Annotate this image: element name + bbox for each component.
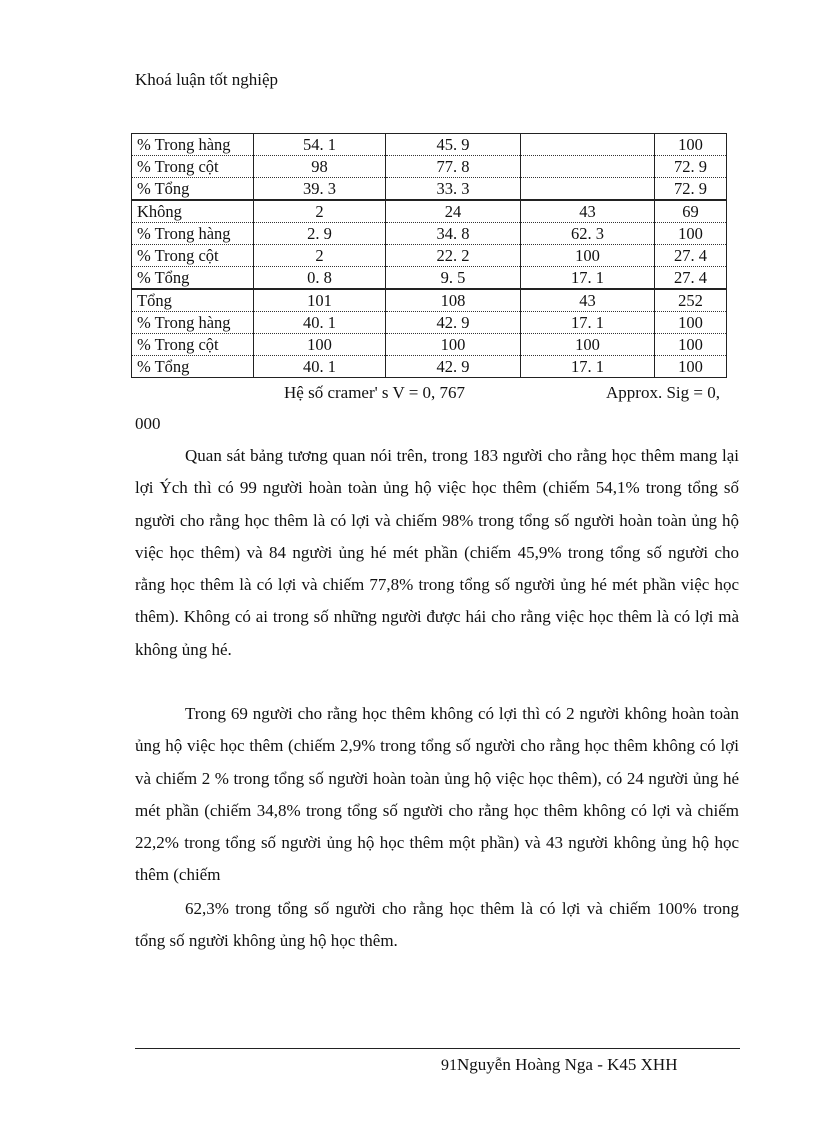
value-cell-c2: 42. 9 bbox=[386, 356, 521, 378]
value-cell-c4: 100 bbox=[655, 356, 727, 378]
value-cell-c3: 17. 1 bbox=[521, 312, 655, 334]
row-label-cell: % Trong hàng bbox=[132, 134, 254, 156]
value-cell-c1: 54. 1 bbox=[254, 134, 386, 156]
table-row bbox=[132, 312, 727, 334]
paragraph-1: Quan sát bảng tương quan nói trên, trong 183 người cho rằng học thêm mang lại lợi Ých thì có 99 người hoàn toàn ủng hộ việc học thêm (chiếm 54,1% trong tổng số người cho rằng học thêm là có lợi và chiếm 98% trong tổng số người hoàn toàn ủng hộ việc học thêm) và 84 người ủng hé mét phần (chiếm 45,9% trong tổng số người cho rằng học thêm là có lợi và chiếm 77,8% trong tổng số người ủng hé mét phần việc học thêm). Không có ai trong số những người được hái cho rằng việc học thêm là có lợi mà không ủng hé. bbox=[135, 446, 739, 659]
value-cell-c1: 2. 9 bbox=[254, 223, 386, 245]
approx-sig-stat: Approx. Sig = 0, bbox=[606, 383, 720, 402]
value-cell-c1: 40. 1 bbox=[254, 312, 386, 334]
value-cell-c3: 100 bbox=[521, 245, 655, 267]
value-cell-c3 bbox=[521, 178, 655, 201]
value-cell-c1: 2 bbox=[254, 200, 386, 223]
value-cell-c1: 2 bbox=[254, 245, 386, 267]
value-cell-c4: 27. 4 bbox=[655, 245, 727, 267]
value-cell-c1: 101 bbox=[254, 289, 386, 312]
value-cell-c2: 34. 8 bbox=[386, 223, 521, 245]
page-footer bbox=[441, 1055, 678, 1075]
value-cell-c4: 100 bbox=[655, 334, 727, 356]
value-cell-c2: 22. 2 bbox=[386, 245, 521, 267]
paragraph-3: 62,3% trong tổng số người cho rằng học thêm là có lợi và chiếm 100% trong tổng số người không ủng hộ học thêm. bbox=[135, 899, 739, 951]
value-cell-c2: 33. 3 bbox=[386, 178, 521, 201]
table-row bbox=[132, 156, 727, 178]
row-label-cell: % Tổng bbox=[132, 267, 254, 290]
value-cell-c3: 62. 3 bbox=[521, 223, 655, 245]
page-header-title: Khoá luận tốt nghiệp bbox=[135, 70, 279, 89]
value-cell-c4: 69 bbox=[655, 200, 727, 223]
table-row bbox=[132, 356, 727, 378]
footer-divider bbox=[135, 1048, 740, 1049]
value-cell-c4: 252 bbox=[655, 289, 727, 312]
value-cell-c4: 72. 9 bbox=[655, 156, 727, 178]
value-cell-c3: 17. 1 bbox=[521, 356, 655, 378]
value-cell-c1: 100 bbox=[254, 334, 386, 356]
value-cell-c2: 45. 9 bbox=[386, 134, 521, 156]
table-row bbox=[132, 267, 727, 290]
value-cell-c3: 43 bbox=[521, 200, 655, 223]
table-row bbox=[132, 223, 727, 245]
table-row bbox=[132, 134, 727, 156]
value-cell-c3: 43 bbox=[521, 289, 655, 312]
value-cell-c4: 100 bbox=[655, 312, 727, 334]
row-label-cell: % Tổng bbox=[132, 178, 254, 201]
value-cell-c4: 27. 4 bbox=[655, 267, 727, 290]
row-label-cell: Không bbox=[132, 200, 254, 223]
value-cell-c1: 40. 1 bbox=[254, 356, 386, 378]
crosstab-table bbox=[131, 133, 727, 378]
value-cell-c1: 0. 8 bbox=[254, 267, 386, 290]
value-cell-c2: 100 bbox=[386, 334, 521, 356]
value-cell-c2: 77. 8 bbox=[386, 156, 521, 178]
value-cell-c4: 72. 9 bbox=[655, 178, 727, 201]
footer-author: Nguyễn Hoàng Nga - K45 XHH bbox=[457, 1055, 678, 1074]
value-cell-c2: 42. 9 bbox=[386, 312, 521, 334]
crosstab-body bbox=[132, 134, 727, 378]
cramer-v-stat: Hệ số cramer' s V = 0, 767 bbox=[284, 383, 466, 402]
table-row bbox=[132, 289, 727, 312]
row-label-cell: Tổng bbox=[132, 289, 254, 312]
value-cell-c4: 100 bbox=[655, 134, 727, 156]
row-label-cell: % Trong cột bbox=[132, 245, 254, 267]
table-row bbox=[132, 178, 727, 201]
paragraph-2: Trong 69 người cho rằng học thêm không có lợi thì có 2 người không hoàn toàn ủng hộ việc học thêm (chiếm 2,9% trong tổng số người cho rằng học thêm không có lợi và chiếm 2 % trong tổng số người hoàn toàn ủng hộ việc học thêm), có 24 người ủng hé mét phần (chiếm 34,8% trong tổng số người cho rằng học thêm không có lợi và chiếm 22,2% trong tổng số người ủng hộ học thêm một phần) và 43 người không ủng hộ học thêm (chiếm bbox=[135, 704, 739, 885]
table-row bbox=[132, 200, 727, 223]
table-row bbox=[132, 245, 727, 267]
value-cell-c3: 17. 1 bbox=[521, 267, 655, 290]
value-cell-c3 bbox=[521, 134, 655, 156]
value-cell-c2: 9. 5 bbox=[386, 267, 521, 290]
value-cell-c1: 39. 3 bbox=[254, 178, 386, 201]
row-label-cell: % Trong cột bbox=[132, 156, 254, 178]
row-label-cell: % Tổng bbox=[132, 356, 254, 378]
table-row bbox=[132, 334, 727, 356]
row-label-cell: % Trong hàng bbox=[132, 312, 254, 334]
row-label-cell: % Trong cột bbox=[132, 334, 254, 356]
value-cell-c3 bbox=[521, 156, 655, 178]
row-label-cell: % Trong hàng bbox=[132, 223, 254, 245]
value-cell-c2: 24 bbox=[386, 200, 521, 223]
value-cell-c3: 100 bbox=[521, 334, 655, 356]
approx-sig-continuation: 000 bbox=[135, 414, 161, 433]
page-number: 91 bbox=[441, 1057, 457, 1074]
value-cell-c4: 100 bbox=[655, 223, 727, 245]
value-cell-c2: 108 bbox=[386, 289, 521, 312]
value-cell-c1: 98 bbox=[254, 156, 386, 178]
